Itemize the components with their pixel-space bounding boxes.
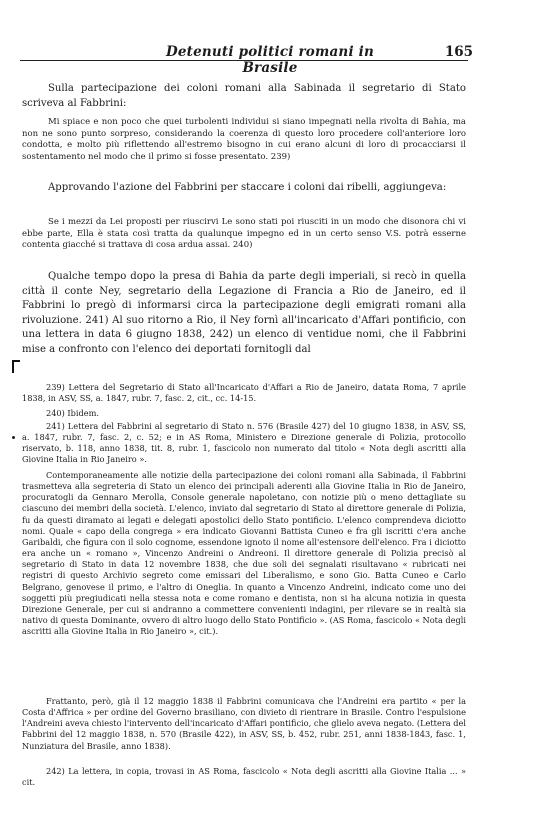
margin-dot	[12, 436, 15, 439]
footnote-241-andreini: Frattanto, però, già il 12 maggio 1838 il Fabbrini comunicava che l'Andreini era partito « per la Costa d'Affrica » per ordine del Governo brasiliano, con divieto di rientrare in Brasile. Contro l'espulsione l'Andreini aveva chiesto l'intervento dell'incaricato d'Affari pontificio, che glielo aveva negato. (Lettera del Fabbrini del 12 maggio 1838, n. 570 (Brasile 422), in ASV, SS, b. 452, rubr. 251, anni 1838-1843, fasc. 1, Nunziatura del Brasile, anno 1838).	[22, 696, 466, 751]
footnote-242: 242) La lettera, in copia, trovasi in AS Roma, fascicolo « Nota degli ascritti alla Giovine Italia ... » cit.	[22, 766, 466, 788]
quote-letter-2: Se i mezzi da Lei proposti per riuscirvi Le sono stati poi riusciti in un modo che disonora chi vi ebbe parte, Ella è stata così tratta da qualunque impegno ed in un certo senso V.S. potrà esserne contenta giacché si trattava di cosa ardua assai. 240)	[22, 217, 466, 251]
footnote-241: 241) Lettera del Fabbrini al segretario di Stato n. 576 (Brasile 427) del 10 giugno 1838, in ASV, SS, a. 1847, rubr. 7, fasc. 2, c. 52; e in AS Roma, Ministero e Direzione generale di Polizia, protocollo riservato, b. 118, anno 1838, tit. 8, rubr. 1, fascicolo non numerato dal titolo « Nota degli ascritti alla Giovine Italia in Rio Janeiro ».	[22, 421, 466, 465]
running-header	[20, 38, 473, 76]
footnote-240: 240) Ibidem.	[46, 408, 99, 418]
running-title: Detenuti politici romani in Brasile	[165, 44, 375, 76]
header-rule	[20, 60, 468, 61]
quote-letter-1: Mi spiace e non poco che quei turbolenti individui si siano impegnati nella rivolta di Bahia, ma non ne sono punto sorpreso, considerando la coerenza di questo loro procedere coll'anteriore loro condotta, e molto più riflettendo all'estremo bisogno in cui erano alcuni di loro di procacciarsi il sostentamento nel modo che il primo si fosse presentato. 239)	[22, 117, 466, 162]
paragraph-approval: Approvando l'azione del Fabbrini per staccare i coloni dai ribelli, aggiungeva:	[48, 182, 447, 193]
footnote-241-continued: Contemporaneamente alle notizie della partecipazione dei coloni romani alla Sabinada, il Fabbrini trasmetteva alla segreteria di Stato un elenco dei principali aderenti alla Giovine Italia in Rio de Janeiro, procuratogli da Gennaro Merolla, Console generale napoletano, con notizie più o meno dettagliate su ciascuno dei membri della società. L'elenco, inviato dal segretario di Stato al direttore generale di Polizia, fu da questi diramato ai legati e delegati apostolici dello Stato pontificio. L'elenco comprendeva diciotto nomi. Quale « capo della congrega » era indicato Giovanni Battista Cuneo e fra gli iscritti c'era anche Garibaldi, che figura con il solo cognome, essendone ignoto il nome all'estensore dell'elenco. Fra i diciotto era anche un « romano », Vincenzo Andreini o Andreoni. Il direttore generale di Polizia precisò al segretario di Stato in data 12 novembre 1838, che due soli dei segnalati risultavano « rubricati nei registri di questo Archivio segreto come emissari del Liberalismo, e sono Gio. Batta Cuneo e Carlo Belgrano, genovese il primo, e l'altro di Oneglia. In quanto a Vincenzo Andreini, indicato come uno dei soggetti più pregiudicati nella stessa nota e come romano e dentista, non si ha alcuna notizia in questa Direzione Generale, per cui si andranno a commettere convenienti indagini, per rilevare se in realtà sia nativo di questa Dominante, ovvero di altro luogo dello Stato Pontificio ». (AS Roma, fascicolo « Nota degli ascritti alla Giovine Italia in Rio Janeiro », cit.).	[22, 470, 466, 637]
margin-mark	[12, 360, 20, 373]
paragraph-ney: Qualche tempo dopo la presa di Bahia da parte degli imperiali, si recò in quella città il conte Ney, segretario della Legazione di Francia a Rio de Janeiro, ed il Fabbrini lo pregò di informarsi circa la partecipazione degli emigrati romani alla rivoluzione. 241) Al suo ritorno a Rio, il Ney fornì all'incaricato d'Affari pontificio, con una lettera in data 6 giugno 1838, 242) un elenco di ventidue nomi, che il Fabbrini mise a confronto con l'elenco dei deportati fornitogli dal	[22, 271, 466, 355]
page-number: 165	[444, 44, 473, 60]
footnote-239: 239) Lettera del Segretario di Stato all'Incaricato d'Affari a Rio de Janeiro, datata Roma, 7 aprile 1838, in ASV, SS, a. 1847, rubr. 7, fasc. 2, cit., cc. 14-15.	[22, 382, 466, 404]
paragraph-intro: Sulla partecipazione dei coloni romani alla Sabinada il segretario di Stato scriveva al Fabbrini:	[22, 83, 466, 109]
